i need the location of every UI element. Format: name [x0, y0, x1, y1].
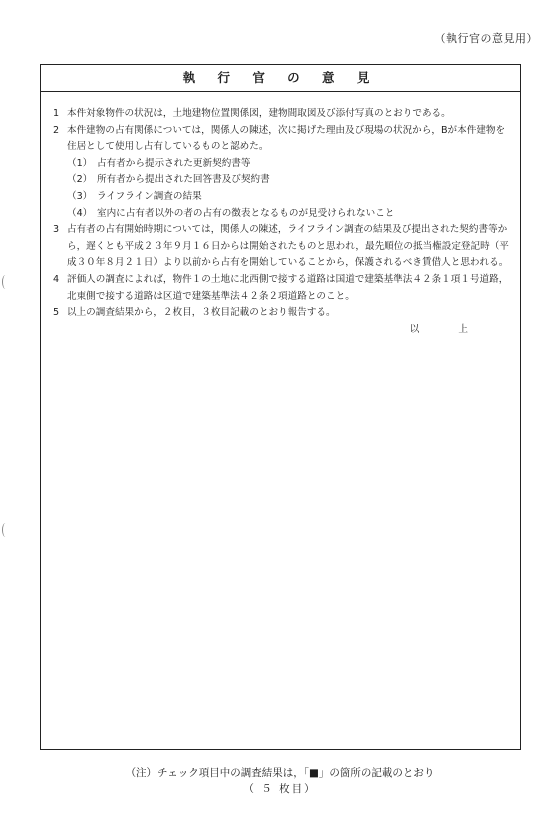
opinion-item-3	[53, 222, 510, 272]
item-number: 1	[53, 108, 60, 119]
reason-text: 占有者から提示された更新契約書等	[97, 157, 251, 169]
opinion-item-1	[53, 106, 510, 123]
reason-item-4	[53, 206, 510, 223]
footer-note: （注）チェック項目中の調査結果は，「■」の箇所の記載のとおり	[125, 767, 435, 779]
reason-number: （4）	[67, 207, 93, 219]
item-text: 本件建物の占有関係については，関係人の陳述，次に掲げた理由及び現場の状況から，Bが本件建物を住居として使用し占有しているものと認めた。	[67, 124, 506, 153]
binder-hole-mark	[2, 523, 9, 537]
item-number: 4	[53, 273, 60, 285]
item-text: 評価人の調査によれば，物件１の土地に北西側で接する道路は国道で建築基準法４２条１項１号道路，北東側で接する道路は区道で建築基準法４２条２項道路とのこと。	[67, 273, 509, 302]
opinion-body	[41, 92, 520, 338]
reason-item-3	[53, 189, 510, 206]
item-number: 2	[53, 124, 60, 136]
reason-number: （3）	[67, 190, 93, 202]
opinion-item-4	[53, 272, 510, 305]
reason-item-1	[53, 156, 510, 173]
item-number: 5	[53, 307, 60, 319]
closing-mark: 以 上	[409, 323, 486, 335]
binder-hole-mark	[2, 275, 9, 289]
reason-text: ライフライン調査の結果	[97, 190, 202, 202]
form-type-label: （執行官の意見用）	[434, 32, 538, 45]
reason-number: （1）	[67, 157, 93, 169]
item-text: 本件対象物件の状況は，土地建物位置関係図，建物間取図及び添付写真のとおりである。	[67, 108, 451, 119]
reason-item-2	[53, 172, 510, 189]
opinion-frame	[40, 64, 521, 750]
reason-number: （2）	[67, 174, 93, 186]
item-number: 3	[53, 224, 60, 236]
reason-text: 所有者から提出された回答書及び契約書	[97, 174, 270, 186]
frame-title: 執 行 官 の 意 見	[41, 65, 520, 92]
page-number: （ ５ 枚目）	[243, 783, 317, 795]
opinion-item-5	[53, 305, 510, 322]
opinion-item-2	[53, 123, 510, 156]
reason-text: 室内に占有者以外の者の占有の徴表となるものが見受けられないこと	[97, 207, 395, 219]
item-text: 占有者の占有開始時期については，関係人の陳述，ライフライン調査の結果及び提出された契約書等から，遅くとも平成２３年９月１６日からは開始されたものと思われ，最先順位の抵当権設定登記時（平成３０年８月２１日）より以前から占有を開始していることから，保護されるべき賃借人と思われる。	[67, 224, 509, 269]
item-text: 以上の調査結果から，２枚目，３枚目記載のとおり報告する。	[67, 307, 336, 319]
